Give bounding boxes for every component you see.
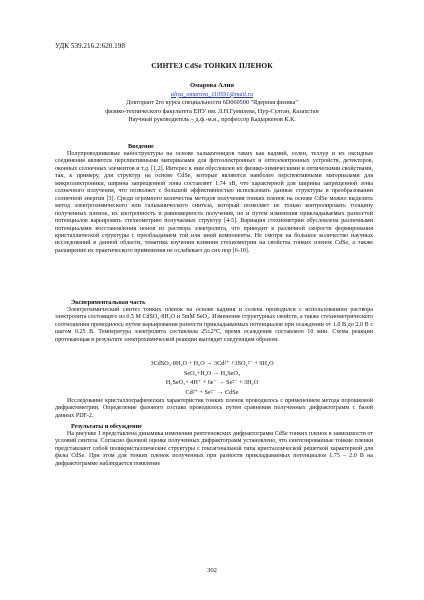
- experimental-text: Электрохимический синтез тонких пленок на основе кадмия и селена проводился с использованием раствора электролита состоящего из 0.5 М CdSO₄·8H₂O и 5mM SeO₂. Изменение структурных свойств, а также стехиометрического соотношения проводилось путем варьирования разности прикладываемых потенциалов при осаждении от 1.0 В до 2.0 В с шагом 0.25 В. Температура электролита составляла 25±2°С, время осаждения составляло 10 мин. Схема реакции протекающая в результате электрохимической реакции выглядит следующим образом:: [55, 307, 373, 343]
- experimental-paragraph: [55, 307, 373, 344]
- section-heading-experimental: Экспериментальная часть: [71, 299, 146, 306]
- author-affiliation-2: физико-технического факультета ЕНУ им. Л.Н.Гумилева, Нур-Султан, Казахстан: [105, 107, 319, 115]
- section-heading-intro: Введение: [128, 143, 154, 150]
- equation-1: 3CdSO₄·8H₂O + H₂O → 3Cd²⁺ +3SO₄²⁻ + 9H₂O: [150, 360, 274, 367]
- reaction-equations: [0, 359, 424, 397]
- equation-4: Cd²⁺ + Se²⁻ → CdSe: [185, 388, 239, 396]
- author-email-link[interactable]: aliya_omarova_110591@mail.ru: [170, 90, 254, 98]
- results-text: На рисунке 1 представлена динамика изменения рентгеновских дифрактограмм CdSe тонких пленок в зависимости от условий синтеза. Согласно фазовой оценке полученных дифрактограмм установлено, что синтезированные тонкие пленки представляют собой поликристаллические структуры с гексагональной типа кристаллической решеткой характерной для фазы CdSe. При этом для тонких пленок полученных при разности прикладываемых потенциалов 1.75 – 2.0 В на дифрактограмме наблюдается появление: [55, 431, 373, 467]
- results-paragraph: [55, 431, 373, 468]
- experimental-paragraph-2: [55, 398, 373, 420]
- author-block: [0, 82, 424, 125]
- intro-paragraph: [55, 151, 373, 255]
- intro-text: Полупроводниковые наноструктуры на основе халькогенидов таких как кадмий, селен, теллур и их оксидные соединения являются перспективными материалами для фотоэлектронных и оптоэлектронных устройств, детекторов, оконных солнечных элементов и т.д. [1,2]. Интерес к ним обусловлен их физико-химическими и оптическими свойствами, так, к примеру, для структур на основе CdSe, которые являются наиболее перспективными материалами для микроэлектроники, ширина запрещенной зоны составляет 1.74 эВ, что характерной для ширины запрещенной зоны солнечного излучения, что позволяет с большой эффективностью использовать данные структуры в преобразовании солнечной энергии [3]. Среди огромного количества методов получения тонких пленок на основе CdSe можно выделить метод электрохимического или гальванического синтеза, который позволяет не только контролировать толщину полученных пленок, их изотропность и равномерность получения, но и путем изменения прикладываемых разностей потенциалов варьировать стехиометрию получаемых структур [4-5]. Вариация стехиометрии обусловлена различными потенциалами восстановления ионов из раствора электролита, что приводит к различной скорости формирования кристаллической структуры с преобладанием той или иной компоненты. Не смотря на большое количество научных исследований в данной области, тематика изучения влияния стехиометрии на свойства тонких пленок CdSe, а также расширение их практического применения не ослабевает до сих пор [6-10].: [55, 151, 373, 254]
- page-number: 302: [207, 567, 217, 574]
- paper-title: СИНТЕЗ CdSe ТОНКИХ ПЛЕНОК: [151, 61, 273, 70]
- author-name: Омарова Алия: [189, 82, 234, 89]
- experimental-text-2: Исследование кристаллографических характеристик тонких пленок проводилось с применением метода порошковой дифрактометрии. Определение фазового состава проводилось путем сравнения полученных дифрактограмм с базой данных PDF-2.: [55, 398, 373, 419]
- supervisor-line: Научный руководитель – д.ф.-м.н., профессор Кадыркенов К.К.: [128, 116, 296, 124]
- section-heading-results: Результаты и обсуждение: [71, 423, 142, 430]
- author-affiliation-1: Докторант 2го курса специальности 6D060500 "Ядерная физика": [126, 99, 298, 107]
- udk-code: УДК 539.216.2:620.198: [55, 42, 125, 50]
- equation-2: SeO₂+H₂O → H₂SeO₃: [183, 369, 241, 377]
- equation-3: H₂SeO₃+ 4H⁺ + 6e⁻ → Se²⁻ + 3H₂O: [165, 379, 259, 387]
